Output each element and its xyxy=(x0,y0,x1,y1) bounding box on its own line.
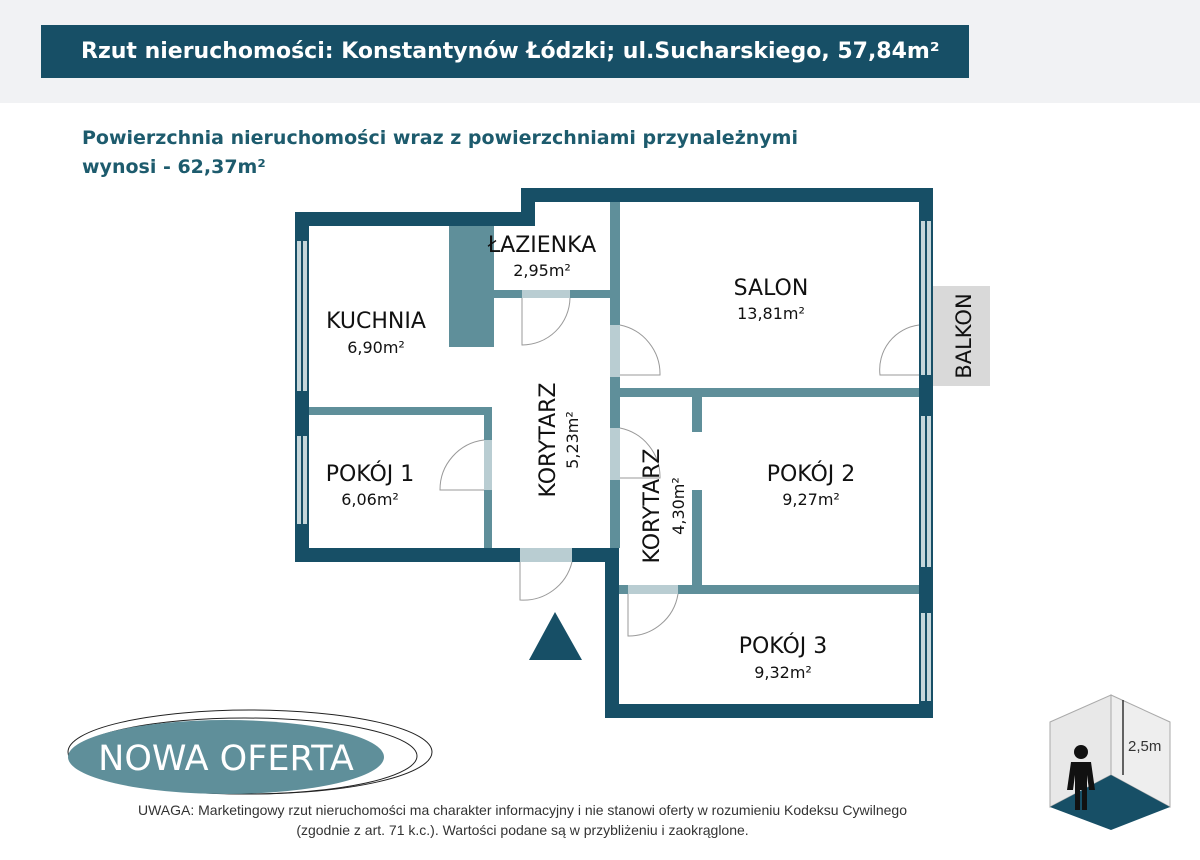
room-name: ŁAZIENKA xyxy=(487,233,597,258)
room-name: POKÓJ 2 xyxy=(766,462,856,487)
ceiling-height-icon xyxy=(1050,695,1170,830)
subtitle-line-2: wynosi - 62,37m² xyxy=(82,156,266,178)
room-area: 2,95m² xyxy=(513,261,571,280)
entrance-arrow-icon xyxy=(529,612,582,660)
disclaimer-line-1: UWAGA: Marketingowy rzut nieruchomości ma charakter informacyjny i nie stanowi oferty w rozumieniu Kodeksu Cywilnego xyxy=(138,802,907,818)
disclaimer-line-2: (zgodnie z art. 71 k.c.). Wartości podane są w przybliżeniu i zaokrąglone. xyxy=(296,822,749,838)
room-name: KORYTARZ xyxy=(640,448,665,564)
page-title: Rzut nieruchomości: Konstantynów Łódzki; ul.Sucharskiego, 57,84m² xyxy=(41,25,969,78)
room-area: 6,90m² xyxy=(347,338,405,357)
badge-label: NOWA OFERTA xyxy=(98,739,354,779)
room-name: KUCHNIA xyxy=(326,309,426,334)
room-name: SALON xyxy=(733,276,809,301)
inner-walls xyxy=(309,202,919,594)
subtitle-line-1: Powierzchnia nieruchomości wraz z powierzchniami przynależnymi xyxy=(82,127,798,149)
ceiling-height-label: 2,5m xyxy=(1128,738,1162,755)
room-area: 6,06m² xyxy=(341,490,399,509)
room-area: 9,27m² xyxy=(782,490,840,509)
balcony-label: BALKON xyxy=(952,293,976,379)
room-area: 13,81m² xyxy=(737,304,805,323)
room-area: 5,23m² xyxy=(563,411,582,469)
room-area: 9,32m² xyxy=(754,663,812,682)
room-name: POKÓJ 1 xyxy=(325,462,415,487)
disclaimer xyxy=(0,800,1045,840)
room-name: POKÓJ 3 xyxy=(738,634,828,659)
new-offer-badge xyxy=(68,710,432,794)
room-area: 4,30m² xyxy=(669,477,688,535)
doors xyxy=(440,290,933,636)
room-name: KORYTARZ xyxy=(536,382,561,498)
